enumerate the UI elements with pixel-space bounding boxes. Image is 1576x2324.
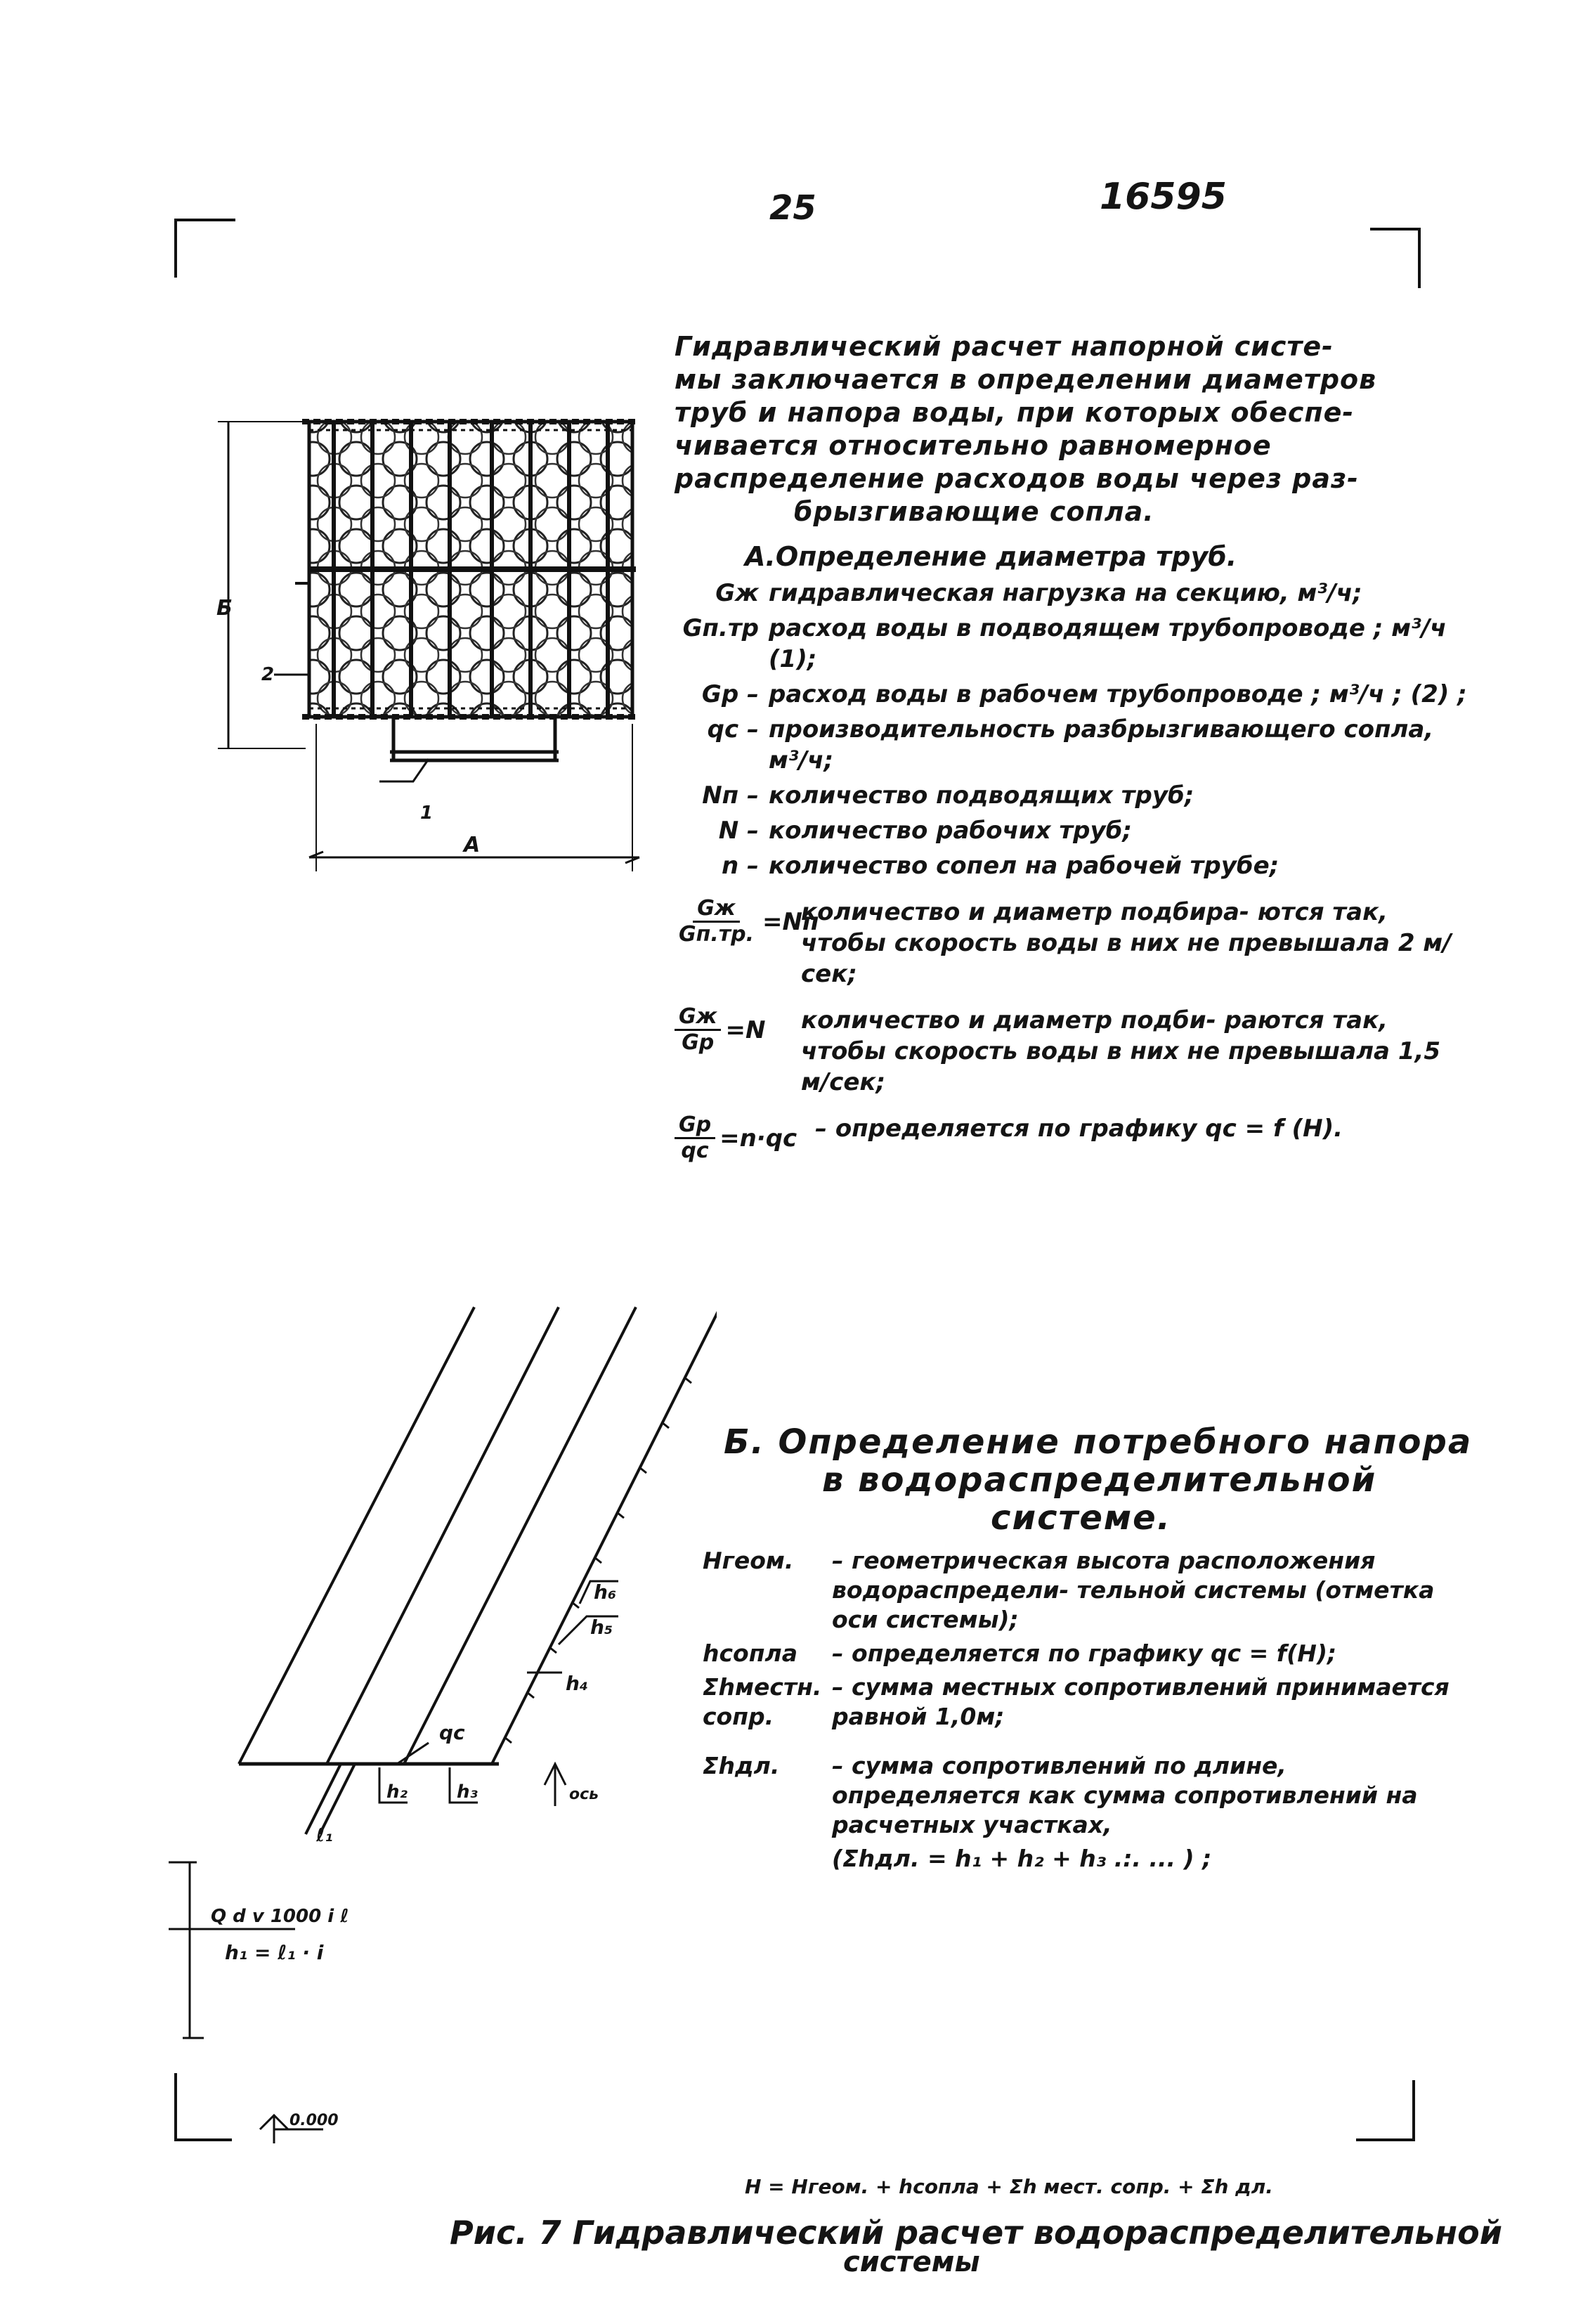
equation-row xyxy=(675,897,1468,989)
section-b-title: Б. Определение потребного напора в водораспределительной системе. xyxy=(724,1422,1473,1538)
definition-text: количество рабочих труб; xyxy=(769,817,1132,845)
equation-text: количество и диаметр подби- раются так, чтобы скорость воды в них не превышала 1,5 м/сек; xyxy=(801,1006,1441,1096)
equation-fraction: $\frac{Gж}{Gр}$ xyxy=(675,1005,721,1055)
hydraulic-scheme-diagram xyxy=(169,1279,717,2193)
dimension-label-b: Б xyxy=(216,596,233,621)
definition-text: расход воды в подводящем трубопроводе ; м³/ч (1); xyxy=(769,614,1447,673)
definition-text: (Σhдл. = h₁ + h₂ + h₃ .:. ... ) ; xyxy=(832,1845,1212,1872)
definition-row xyxy=(675,714,1468,776)
scheme-label: h₂ xyxy=(386,1781,408,1803)
section-b-definitions xyxy=(703,1546,1468,1878)
definition-symbol: Gп.тр xyxy=(682,614,759,642)
sprinkler-section-diagram xyxy=(204,394,682,900)
definition-row xyxy=(675,613,1468,675)
definition-symbol: Σhдл. xyxy=(703,1752,780,1779)
scheme-label: qс xyxy=(439,1721,465,1744)
definition-row xyxy=(703,1751,1468,1840)
definition-symbol: Hгеом. xyxy=(703,1547,794,1574)
definition-row xyxy=(675,850,1468,881)
definition-symbol: Nп – xyxy=(702,781,759,810)
definition-text: количество сопел на рабочей трубе; xyxy=(769,852,1279,880)
scheme-label: h₄ xyxy=(566,1672,589,1695)
scheme-formula-bottom: h₁ = ℓ₁ · i xyxy=(225,1941,324,1964)
definition-text: расход воды в рабочем трубопроводе ; м³/ч ; (2) ; xyxy=(769,680,1467,708)
definition-symbol: qс – xyxy=(707,715,759,744)
scheme-label: ℓ₁ xyxy=(316,1825,333,1846)
scheme-label: ось xyxy=(569,1786,599,1803)
definition-text: производительность разбрызгивающего сопла, м³/ч; xyxy=(769,715,1434,774)
section-a-definitions xyxy=(675,578,1468,1163)
definition-text: количество подводящих труб; xyxy=(769,781,1194,810)
dimension-label-a: А xyxy=(464,833,481,857)
intro-line: распределение расходов воды через раз- xyxy=(675,463,1359,494)
intro-line: труб и напора воды, при которых обеспе- xyxy=(675,397,1355,428)
equation-fraction: $\frac{Gр}{qс}$ xyxy=(675,1113,715,1163)
page-number: 25 xyxy=(769,188,816,228)
document-number: 16595 xyxy=(1100,176,1227,218)
leader-label-1: 1 xyxy=(420,803,434,824)
equation-rhs: =n·qс xyxy=(719,1124,797,1153)
definition-text: гидравлическая нагрузка на секцию, м³/ч; xyxy=(769,579,1362,607)
definition-row xyxy=(703,1546,1468,1635)
equation-text: количество и диаметр подбира- ются так, чтобы скорость воды в них не превышала 2 м/сек; xyxy=(801,898,1452,988)
intro-line: Гидравлический расчет напорной систе- xyxy=(675,331,1334,362)
equation-fraction: $\frac{Gж}{Gп.тр.}$ xyxy=(679,896,755,947)
elevation-mark: 0.000 xyxy=(289,2112,339,2129)
definition-text: – сумма местных сопротивлений принимается равной 1,0м; xyxy=(832,1673,1450,1730)
leader-label-2: 2 xyxy=(261,664,275,685)
definition-row xyxy=(675,578,1468,609)
intro-line: чивается относительно равномерное xyxy=(675,430,1272,461)
intro-line: мы заключается в определении диаметров xyxy=(675,364,1377,395)
caption-line: Рис. 7 Гидравлический расчет водораспределительной xyxy=(450,2214,1502,2252)
scheme-label: h₆ xyxy=(594,1580,617,1604)
scheme-formula-top: Q d v 1000 i ℓ xyxy=(211,1906,349,1927)
definition-row xyxy=(675,679,1468,710)
definition-symbol: Gр – xyxy=(701,680,759,708)
scheme-label: h₃ xyxy=(457,1781,478,1803)
scheme-label: h₅ xyxy=(590,1616,613,1639)
definition-symbol: hсопла xyxy=(703,1640,797,1667)
caption-line: системы xyxy=(843,2246,980,2278)
figure-caption xyxy=(450,2214,1502,2278)
equation-row xyxy=(675,1113,1468,1163)
definition-row xyxy=(703,1639,1468,1668)
equation-text: – определяется по графику qс = f (H). xyxy=(815,1115,1343,1143)
definition-row xyxy=(675,815,1468,846)
equation-rhs: =N xyxy=(725,1015,766,1044)
definition-row xyxy=(675,780,1468,811)
intro-paragraph xyxy=(675,330,1468,528)
definition-text: – определяется по графику qс = f(H); xyxy=(832,1640,1337,1667)
definition-text: – геометрическая высота расположения водораспредели- тельной системы (отметка оси системы); xyxy=(832,1547,1435,1633)
definition-symbol: N – xyxy=(718,817,759,845)
definition-symbol: n – xyxy=(721,852,759,880)
section-a-title: А.Определение диаметра труб. xyxy=(745,541,1237,572)
final-formula: H = Hгеом. + hсопла + Σh мест. сопр. + Σh дл. xyxy=(745,2175,1273,2198)
definition-symbol: Σhместн. сопр. xyxy=(703,1673,822,1730)
definition-symbol: Gж xyxy=(715,579,759,607)
definition-symbol xyxy=(703,1844,832,1874)
intro-line: брызгивающие сопла. xyxy=(794,496,1154,527)
definition-row xyxy=(703,1844,1468,1874)
definition-text: – сумма сопротивлений по длине, определяется как сумма сопротивлений на расчетных участках, xyxy=(832,1752,1418,1838)
equation-row xyxy=(675,1005,1468,1098)
definition-row xyxy=(703,1673,1468,1732)
equation-rhs: =Nп xyxy=(762,907,819,936)
